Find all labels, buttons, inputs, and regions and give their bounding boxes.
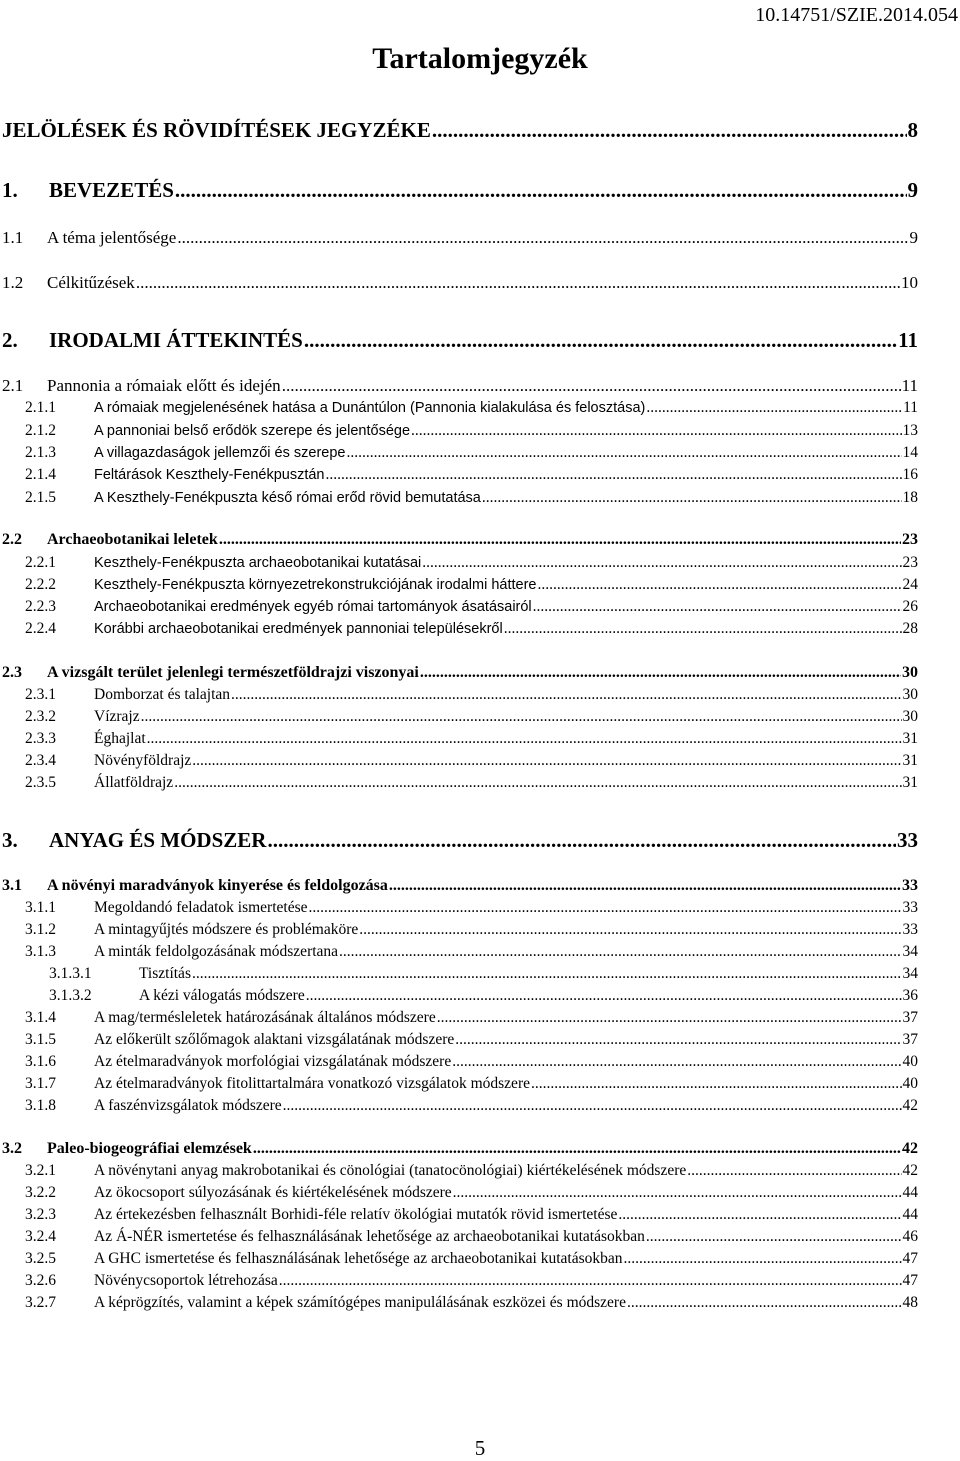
toc-page: 11 (901, 376, 918, 395)
toc-number: 3.1.2 (25, 921, 56, 938)
toc-number: 2.2 (2, 531, 22, 548)
toc-leader (192, 965, 902, 983)
toc-leader (389, 877, 901, 895)
toc-label: Korábbi archaeobotanikai eredmények pannoniai településekről (94, 621, 503, 637)
toc-page: 48 (902, 1294, 918, 1311)
toc-number: 1.1 (2, 228, 24, 247)
toc-entry[interactable] (25, 444, 918, 462)
toc-label: Az értekezésben felhasznált Borhidi-féle relatív ökológiai mutatók rövid ismertetése (94, 1206, 618, 1223)
toc-number: 3.1 (2, 877, 22, 894)
toc-leader (687, 1162, 901, 1180)
toc-number: 3.1.6 (25, 1053, 56, 1070)
toc-entry[interactable] (25, 774, 918, 792)
toc-page: 31 (902, 752, 918, 769)
toc-label: Vízrajz (94, 708, 140, 725)
toc-label: Keszthely-Fenékpuszta környezetrekonstrukciójának irodalmi háttere (94, 577, 537, 593)
toc-leader (646, 399, 902, 417)
toc-entry[interactable] (25, 1272, 918, 1290)
toc-leader (219, 531, 901, 549)
toc-entry[interactable] (25, 708, 918, 726)
toc-leader (482, 489, 902, 507)
toc-page: 47 (902, 1272, 918, 1289)
toc-entry[interactable] (25, 466, 918, 484)
toc-leader (455, 1031, 901, 1049)
toc-label: A minták feldolgozásának módszertana (94, 943, 339, 960)
toc-page: 33 (897, 828, 918, 852)
toc-label: Az ételmaradványok fitolittartalmára vonatkozó vizsgálatok módszere (94, 1075, 530, 1092)
toc-page: 36 (902, 987, 918, 1004)
toc-page: 37 (902, 1031, 918, 1048)
toc-leader (326, 466, 902, 484)
toc-label: Az ételmaradványok morfológiai vizsgálatának módszere (94, 1053, 452, 1070)
toc-entry[interactable] (25, 554, 918, 572)
doi-header: 10.14751/SZIE.2014.054 (755, 4, 958, 26)
toc-page: 44 (902, 1206, 918, 1223)
toc-leader (308, 899, 901, 917)
toc-leader (346, 444, 901, 462)
toc-label: A faszénvizsgálatok módszere (94, 1097, 282, 1114)
toc-page: 30 (902, 708, 918, 725)
toc-number: 2.1 (2, 376, 24, 395)
toc-leader (422, 554, 901, 572)
toc-number: 2.2.2 (25, 576, 56, 593)
toc-page: 42 (902, 1140, 918, 1157)
toc-label: Domborzat és talajtan (94, 686, 231, 703)
toc-number: 3.1.3.2 (49, 987, 92, 1004)
toc-entry[interactable] (25, 620, 918, 638)
toc-label: A mintagyűjtés módszere és problémaköre (94, 921, 359, 938)
toc-entry[interactable] (49, 987, 918, 1005)
toc-number: 2.1.2 (25, 422, 56, 439)
toc-entry[interactable] (25, 752, 918, 770)
toc-entry[interactable] (25, 1250, 918, 1268)
toc-number: 2.1.1 (25, 399, 56, 416)
toc-page: 8 (907, 118, 918, 142)
toc-entry[interactable] (25, 1294, 918, 1312)
toc-page: 30 (902, 664, 918, 681)
toc-entry[interactable] (2, 118, 918, 143)
toc-leader (177, 228, 908, 248)
toc-page: 10 (901, 273, 918, 292)
toc-leader (627, 1294, 902, 1312)
toc-label: Az ökocsoport súlyozásának és kiértékelésének módszere (94, 1184, 452, 1201)
toc-entry[interactable] (2, 828, 918, 853)
toc-leader (359, 921, 901, 939)
toc-entry[interactable] (25, 1009, 918, 1027)
toc-label: Pannonia a rómaiak előtt és idején (47, 376, 281, 395)
toc-leader (531, 1075, 902, 1093)
toc-entry[interactable] (25, 943, 918, 961)
toc-page: 40 (902, 1053, 918, 1070)
toc-leader (420, 664, 901, 682)
toc-page: 46 (902, 1228, 918, 1245)
toc-number: 3.2.2 (25, 1184, 56, 1201)
toc-entry[interactable] (25, 1075, 918, 1093)
toc-page: 31 (902, 730, 918, 747)
toc-number: 3.1.1 (25, 899, 56, 916)
toc-label: Állatföldrajz (94, 774, 174, 791)
toc-number: 3. (2, 828, 18, 852)
toc-leader (432, 118, 907, 143)
toc-label: Az Á-NÉR ismertetése és felhasználásának lehetősége az archaeobotanikai kutatásokban (94, 1228, 645, 1245)
toc-page: 28 (902, 620, 918, 637)
toc-label: Tisztítás (139, 965, 191, 982)
toc-number: 3.1.8 (25, 1097, 56, 1114)
toc-label: Célkitűzések (47, 273, 135, 292)
toc-entry[interactable] (2, 273, 918, 293)
toc-number: 2.3.5 (25, 774, 56, 791)
toc-number: 2.1.4 (25, 466, 56, 483)
toc-label: Az előkerült szőlőmagok alaktani vizsgálatának módszere (94, 1031, 455, 1048)
toc-page: 47 (902, 1250, 918, 1267)
toc-label: A villagazdaságok jellemzői és szerepe (94, 445, 346, 461)
toc-number: 2.1.5 (25, 489, 56, 506)
toc-label: Növénycsoportok létrehozása (94, 1272, 278, 1289)
toc-page: 34 (902, 965, 918, 982)
toc-entry[interactable] (25, 921, 918, 939)
toc-number: 1.2 (2, 273, 24, 292)
toc-label: A GHC ismertetése és felhasználásának lehetősége az archaeobotanikai kutatásokban (94, 1250, 623, 1267)
toc-leader (537, 576, 901, 594)
toc-entry[interactable] (25, 422, 918, 440)
toc-number: 2.1.3 (25, 444, 56, 461)
page-number: 5 (474, 1436, 486, 1460)
toc-page: 11 (903, 399, 918, 416)
toc-leader (504, 620, 902, 638)
toc-label: A növénytani anyag makrobotanikai és cönológiai (tanatocönológiai) kiértékelésének módszere (94, 1162, 687, 1179)
toc-entry[interactable] (2, 376, 918, 396)
toc-number: 2.2.4 (25, 620, 56, 637)
toc-label: A Keszthely-Fenékpuszta késő római erőd rövid bemutatása (94, 490, 481, 506)
toc-label: Keszthely-Fenékpuszta archaeobotanikai kutatásai (94, 555, 422, 571)
toc-label: A kézi válogatás módszere (139, 987, 305, 1004)
toc-label: Feltárások Keszthely-Fenékpusztán (94, 467, 325, 483)
toc-entry[interactable] (2, 1140, 918, 1158)
toc-entry[interactable] (2, 178, 918, 203)
toc-leader (624, 1250, 902, 1268)
toc-leader (279, 1272, 902, 1290)
toc-page: 33 (902, 899, 918, 916)
toc-number: 2.3.1 (25, 686, 56, 703)
toc-page: 44 (902, 1184, 918, 1201)
toc-leader (147, 730, 902, 748)
toc-label: A téma jelentősége (47, 228, 177, 247)
toc-page: 23 (902, 531, 918, 548)
toc-number: 2.3.2 (25, 708, 56, 725)
toc-page: 9 (909, 228, 918, 247)
toc-entry[interactable] (25, 686, 918, 704)
toc-number: 3.2.5 (25, 1250, 56, 1267)
toc-label: A képrögzítés, valamint a képek számítógépes manipulálásának eszközei és módszere (94, 1294, 626, 1311)
toc-page: 42 (902, 1162, 918, 1179)
toc-number: 3.1.4 (25, 1009, 56, 1026)
toc-leader (231, 686, 901, 704)
toc-number: 2.3 (2, 664, 22, 681)
toc-number: 3.2.4 (25, 1228, 56, 1245)
toc-number: 2.2.3 (25, 598, 56, 615)
toc-number: 2.3.4 (25, 752, 56, 769)
toc-number: 3.2 (2, 1140, 22, 1157)
toc-number: 2.2.1 (25, 554, 56, 571)
toc-number: 3.1.3.1 (49, 965, 92, 982)
toc-entry[interactable] (25, 1228, 918, 1246)
toc-leader (533, 598, 902, 616)
toc-number: 3.2.1 (25, 1162, 56, 1179)
toc-leader (282, 376, 901, 396)
toc-label: A mag/termésleletek határozásának általános módszere (94, 1009, 436, 1026)
toc-label: IRODALMI ÁTTEKINTÉS (49, 328, 303, 352)
toc-entry[interactable] (25, 1053, 918, 1071)
toc-number: 1. (2, 178, 18, 202)
toc-label: Archaeobotanikai eredmények egyéb római tartományok ásatásairól (94, 599, 532, 615)
toc-entry[interactable] (25, 1031, 918, 1049)
toc-page: 24 (902, 576, 918, 593)
toc-label: A növényi maradványok kinyerése és feldolgozása (47, 877, 388, 894)
toc-page: 40 (902, 1075, 918, 1092)
toc-label: Növényföldrajz (94, 752, 192, 769)
toc-page: 30 (902, 686, 918, 703)
toc-leader (306, 987, 902, 1005)
toc-leader (174, 774, 901, 792)
toc-leader (411, 422, 901, 440)
toc-leader (283, 1097, 902, 1115)
toc-entry[interactable] (25, 1184, 918, 1202)
toc-number: 3.2.6 (25, 1272, 56, 1289)
toc-page: 31 (902, 774, 918, 791)
toc-page: 9 (907, 178, 918, 202)
toc-label: A rómaiak megjelenésének hatása a Dunántúlon (Pannonia kialakulása és felosztása) (94, 400, 646, 416)
toc-entry[interactable] (25, 899, 918, 917)
toc-page: 13 (902, 422, 918, 439)
toc-number: 3.1.5 (25, 1031, 56, 1048)
toc-number: 3.2.7 (25, 1294, 56, 1311)
toc-entry[interactable] (49, 965, 918, 983)
toc-page: 33 (902, 921, 918, 938)
toc-leader (267, 828, 896, 853)
toc-entry[interactable] (25, 1206, 918, 1224)
toc-entry[interactable] (2, 328, 918, 353)
toc-page: 16 (902, 466, 918, 483)
toc-number: 3.1.3 (25, 943, 56, 960)
page-title: Tartalomjegyzék (372, 42, 588, 75)
toc-page: 18 (902, 489, 918, 506)
toc-leader (253, 1140, 901, 1158)
toc-leader (453, 1184, 902, 1202)
toc-page: 14 (902, 444, 918, 461)
toc-page: 34 (902, 943, 918, 960)
toc-entry[interactable] (25, 598, 918, 616)
toc-leader (339, 943, 901, 961)
toc-leader (618, 1206, 901, 1224)
toc-entry[interactable] (25, 1097, 918, 1115)
toc-page: 42 (902, 1097, 918, 1114)
toc-entry[interactable] (2, 531, 918, 549)
toc-label: BEVEZETÉS (49, 178, 174, 202)
toc-page: 23 (902, 554, 918, 571)
toc-entry[interactable] (25, 576, 918, 594)
toc-entry[interactable] (25, 730, 918, 748)
toc-label: JELÖLÉSEK ÉS RÖVIDÍTÉSEK JEGYZÉKE (2, 118, 431, 142)
toc-leader (192, 752, 901, 770)
toc-page: 37 (902, 1009, 918, 1026)
toc-number: 3.1.7 (25, 1075, 56, 1092)
toc-label: A vizsgált terület jelenlegi természetföldrajzi viszonyai (47, 664, 419, 681)
toc-label: A pannoniai belső erődök szerepe és jelentősége (94, 423, 411, 439)
toc-label: Paleo-biogeográfiai elemzések (47, 1140, 252, 1157)
toc-leader (452, 1053, 901, 1071)
toc-label: Megoldandó feladatok ismertetése (94, 899, 308, 916)
toc-entry[interactable] (2, 877, 918, 895)
toc-entry[interactable] (25, 399, 918, 417)
toc-label: ANYAG ÉS MÓDSZER (49, 828, 267, 852)
toc-leader (304, 328, 897, 353)
toc-entry[interactable] (2, 664, 918, 682)
toc-leader (175, 178, 907, 203)
toc-label: Archaeobotanikai leletek (47, 531, 218, 548)
toc-entry[interactable] (25, 489, 918, 507)
toc-number: 2.3.3 (25, 730, 56, 747)
toc-page: 11 (898, 328, 918, 352)
toc-leader (141, 708, 902, 726)
toc-page: 33 (902, 877, 918, 894)
toc-leader (136, 273, 900, 293)
toc-entry[interactable] (25, 1162, 918, 1180)
toc-entry[interactable] (2, 228, 918, 248)
toc-leader (646, 1228, 902, 1246)
toc-number: 3.2.3 (25, 1206, 56, 1223)
toc-leader (437, 1009, 902, 1027)
toc-page: 26 (902, 598, 918, 615)
toc-number: 2. (2, 328, 18, 352)
toc-label: Éghajlat (94, 730, 146, 747)
